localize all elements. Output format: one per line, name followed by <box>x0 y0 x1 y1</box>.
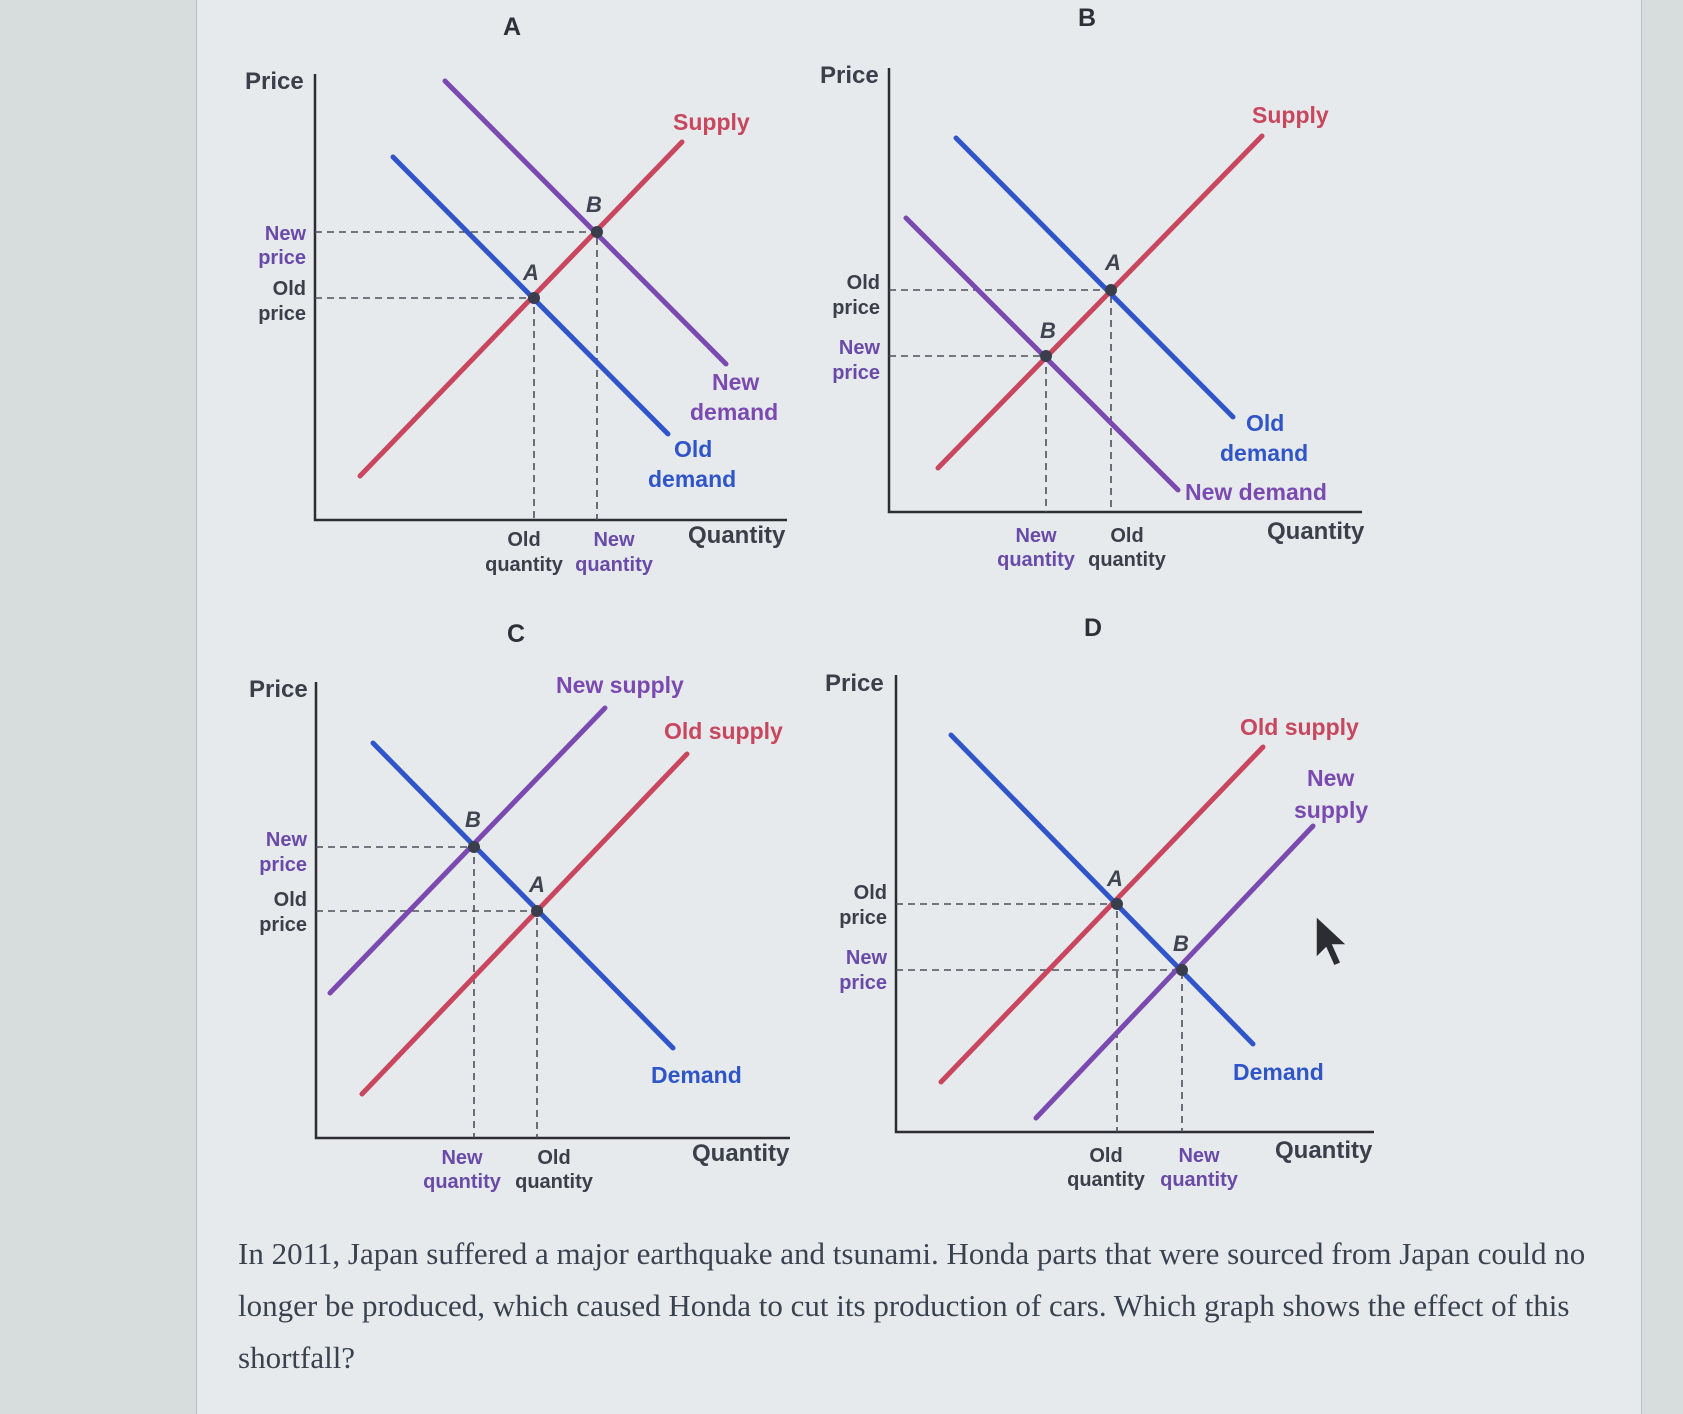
graph-c-new-equilibrium-guide <box>316 847 474 1138</box>
graph-b-old-demand-label-1: Old <box>1246 410 1285 436</box>
graph-d-old-supply-curve <box>941 747 1263 1082</box>
graph-d-new-price-label-1: New <box>845 947 887 969</box>
graph-a-supply-label: Supply <box>673 109 750 135</box>
graph-c-demand-label: Demand <box>651 1062 742 1088</box>
graph-a-new-price-label-2: price <box>258 247 306 269</box>
graph-c-new-supply-curve <box>330 708 605 993</box>
graph-c-point-a-label: A <box>529 872 545 897</box>
graph-d-price-axis-label: Price <box>825 670 884 697</box>
graph-a-old-demand-label-1: Old <box>674 436 713 462</box>
graph-b-point-a-label: A <box>1105 250 1121 275</box>
graph-a-old-quantity-label-1: Old <box>507 529 541 551</box>
graph-d-point-a-label: A <box>1107 866 1123 891</box>
graph-c-point-a <box>531 905 543 917</box>
graph-d-old-quantity-label-2: quantity <box>1067 1169 1145 1191</box>
graph-b[interactable] <box>820 4 1365 571</box>
mouse-pointer-icon <box>1316 916 1347 966</box>
graph-d-point-b-label: B <box>1173 931 1189 956</box>
graph-a-title: A <box>502 13 522 41</box>
graph-b-new-demand-label: New demand <box>1185 479 1327 505</box>
graph-d-old-supply-label: Old supply <box>1240 714 1359 740</box>
graph-b-old-quantity-label-2: quantity <box>1088 549 1166 571</box>
graph-a-quantity-axis-label: Quantity <box>688 522 786 549</box>
graph-b-new-price-label-1: New <box>838 337 880 359</box>
graph-d-new-quantity-label-1: New <box>1178 1145 1220 1167</box>
graph-c-old-supply-curve <box>362 754 687 1094</box>
graph-b-old-demand-curve <box>956 138 1233 417</box>
graph-a-point-a-label: A <box>523 260 539 285</box>
graph-d-demand-curve <box>951 735 1253 1044</box>
graph-a-new-demand-label-1: New <box>712 369 760 395</box>
graph-c-old-price-label-1: Old <box>273 889 307 911</box>
graph-c-price-axis-label: Price <box>249 676 308 703</box>
graph-c-quantity-axis-label: Quantity <box>692 1140 790 1167</box>
graph-d-new-supply-label-2: supply <box>1294 797 1369 823</box>
graph-a-new-quantity-label-2: quantity <box>575 554 653 576</box>
graph-d-new-price-label-2: price <box>839 972 887 994</box>
graph-a[interactable] <box>245 13 787 576</box>
graph-d-old-quantity-label-1: Old <box>1089 1145 1123 1167</box>
graph-b-new-quantity-label-2: quantity <box>997 549 1075 571</box>
graph-a-old-demand-label-2: demand <box>648 466 737 492</box>
graph-a-axes <box>315 74 787 520</box>
graph-b-old-price-label-2: price <box>832 297 880 319</box>
graph-d-quantity-axis-label: Quantity <box>1275 1137 1373 1164</box>
graph-b-supply-label: Supply <box>1252 102 1329 128</box>
graph-d-new-quantity-label-2: quantity <box>1160 1169 1238 1191</box>
graph-c-point-b-label: B <box>465 807 481 832</box>
graph-c-title: C <box>506 620 526 648</box>
graph-a-price-axis-label: Price <box>245 68 304 95</box>
graph-d-title: D <box>1083 614 1103 642</box>
graph-a-new-quantity-label-1: New <box>593 529 635 551</box>
graph-a-point-b-label: B <box>586 192 602 217</box>
graph-b-point-a <box>1105 284 1117 296</box>
graph-b-point-b <box>1040 350 1052 362</box>
graph-c-demand-curve <box>373 743 673 1048</box>
graph-c-old-supply-label: Old supply <box>664 718 783 744</box>
graph-a-old-price-label-1: Old <box>272 278 306 300</box>
graph-d-demand-label: Demand <box>1233 1059 1324 1085</box>
graph-d-old-equilibrium-guide <box>896 904 1117 1132</box>
graph-c-new-quantity-label-2: quantity <box>423 1171 501 1193</box>
graph-b-old-price-label-1: Old <box>846 272 880 294</box>
graph-b-title: B <box>1077 4 1097 32</box>
graph-d-point-b <box>1176 964 1188 976</box>
graph-d-point-a <box>1111 898 1123 910</box>
graph-c-point-b <box>468 841 480 853</box>
graph-a-supply-curve <box>360 142 682 476</box>
graph-c-new-supply-label: New supply <box>556 672 684 698</box>
graph-a-old-price-label-2: price <box>258 303 306 325</box>
graph-a-old-quantity-label-2: quantity <box>485 554 563 576</box>
graph-b-quantity-axis-label: Quantity <box>1267 518 1365 545</box>
graph-c-new-quantity-label-1: New <box>441 1147 483 1169</box>
graph-d-old-price-label-1: Old <box>853 882 887 904</box>
graph-c-old-quantity-label-1: Old <box>537 1147 571 1169</box>
graph-c[interactable] <box>249 620 790 1193</box>
graph-c-new-price-label-1: New <box>265 829 307 851</box>
question-text: In 2011, Japan suffered a major earthquake and tsunami. Honda parts that were sourced from Japan could no longer be produced, which caused Honda to cut its production of cars. Which graph shows the effect of this shortfall? <box>238 1236 1586 1375</box>
graph-d-new-supply-label-1: New <box>1307 765 1355 791</box>
graph-d-new-equilibrium-guide <box>896 970 1182 1132</box>
graph-a-new-price-label-1: New <box>264 223 306 245</box>
graph-b-price-axis-label: Price <box>820 62 879 89</box>
graph-b-old-quantity-label-1: Old <box>1110 525 1144 547</box>
graph-c-new-price-label-2: price <box>259 854 307 876</box>
graph-c-old-quantity-label-2: quantity <box>515 1171 593 1193</box>
graph-b-point-b-label: B <box>1040 318 1056 343</box>
graph-b-new-price-label-2: price <box>832 362 880 384</box>
graph-a-new-demand-label-2: demand <box>690 399 779 425</box>
graph-b-old-demand-label-2: demand <box>1220 440 1309 466</box>
graph-a-point-b <box>591 226 603 238</box>
graph-c-old-price-label-2: price <box>259 914 307 936</box>
graph-a-point-a <box>528 292 540 304</box>
graph-d-old-price-label-2: price <box>839 907 887 929</box>
graph-b-new-quantity-label-1: New <box>1015 525 1057 547</box>
graph-d[interactable] <box>825 614 1374 1191</box>
